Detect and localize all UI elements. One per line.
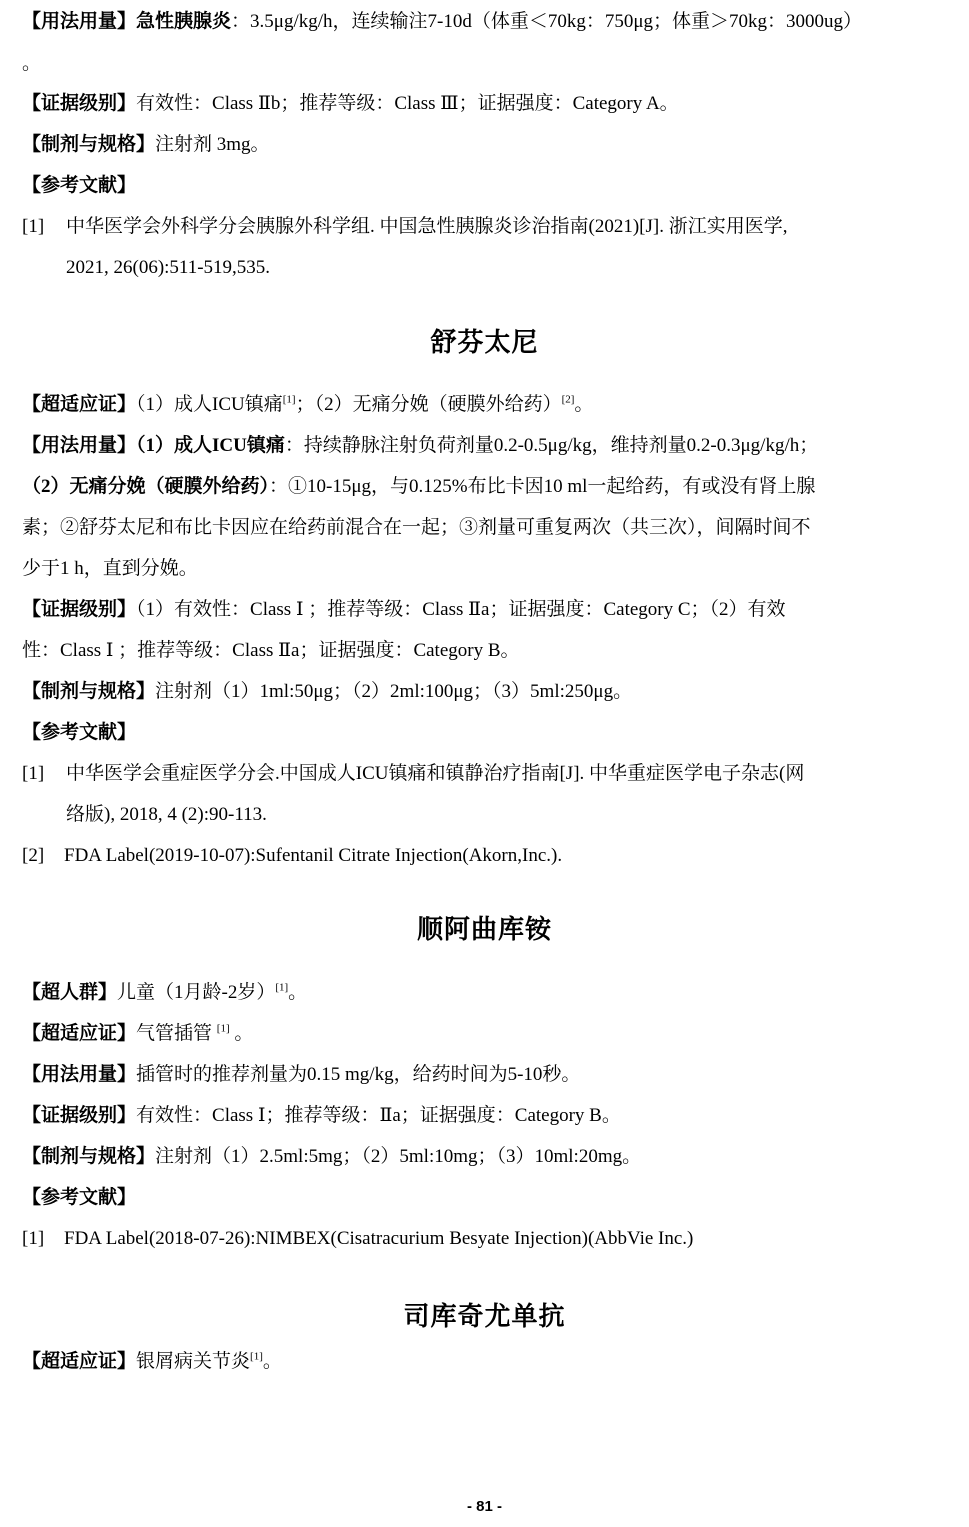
usage-line-2: （2）无痛分娩（硬膜外给药）：①10-15μg，与0.125%布比卡因10 ml一起给药，有或没有肾上腺 bbox=[22, 476, 816, 497]
page-number: - 81 - bbox=[466, 1498, 502, 1515]
evidence-line: 【证据级别】有效性：Class Ⅰ；推荐等级：Ⅱa；证据强度：Category B。 bbox=[22, 1105, 621, 1126]
references-heading: 【参考文献】 bbox=[22, 722, 137, 743]
usage-line: 【用法用量】急性胰腺炎：3.5μg/kg/h，连续输注7-10d（体重＜70kg：750μg；体重＞70kg：3000ug） bbox=[22, 11, 863, 32]
usage-line-continued: 。 bbox=[22, 53, 42, 74]
spec-line: 【制剂与规格】注射剂 3mg。 bbox=[22, 134, 270, 155]
reference-text-continued: 络版), 2018, 4 (2):90-113. bbox=[66, 804, 267, 825]
usage-line-4: 少于1 h，直到分娩。 bbox=[22, 558, 198, 579]
reference-text: FDA Label(2019-10-07):Sufentanil Citrate Injection(Akorn,Inc.). bbox=[64, 845, 563, 866]
evidence-line-2: 性：Class Ⅰ ；推荐等级：Class Ⅱa；证据强度：Category B。 bbox=[22, 640, 520, 661]
reference-item: [1] bbox=[22, 216, 45, 237]
spec-line: 【制剂与规格】注射剂（1）1ml:50μg；（2）2ml:100μg；（3）5ml:250μg。 bbox=[22, 681, 633, 702]
usage-line-3: 素；②舒芬太尼和布比卡因应在给药前混合在一起；③剂量可重复两次（共三次），间隔时间不 bbox=[22, 517, 811, 538]
evidence-line: 【证据级别】（1）有效性：Class Ⅰ ；推荐等级：Class Ⅱa；证据强度：Category C；（2）有效 bbox=[22, 599, 786, 620]
reference-text: 中华医学会外科学分会胰腺外科学组. 中国急性胰腺炎诊治指南(2021)[J]. 浙江实用医学, bbox=[66, 216, 788, 237]
reference-text: 中华医学会重症医学分会.中国成人ICU镇痛和镇静治疗指南[J]. 中华重症医学电子杂志(网 bbox=[66, 763, 805, 784]
section-title: 舒芬太尼 bbox=[430, 328, 539, 358]
indication-line: 【超适应证】银屑病关节炎[1]。 bbox=[22, 1350, 282, 1372]
population-line: 【超人群】儿童（1月龄-2岁）[1]。 bbox=[22, 981, 308, 1003]
usage-line: 【用法用量】（1）成人ICU镇痛：持续静脉注射负荷剂量0.2-0.5μg/kg，维持剂量0.2-0.3μg/kg/h； bbox=[22, 435, 819, 456]
evidence-line: 【证据级别】有效性：Class Ⅱb；推荐等级：Class Ⅲ；证据强度：Category A。 bbox=[22, 93, 679, 114]
reference-text: FDA Label(2018-07-26):NIMBEX(Cisatracurium Besyate Injection)(AbbVie Inc.) bbox=[64, 1228, 694, 1249]
reference-number: [1] bbox=[22, 763, 45, 784]
reference-number: [1] bbox=[22, 1228, 45, 1249]
indication-line: 【超适应证】（1）成人ICU镇痛[1]；（2）无痛分娩（硬膜外给药）[2]。 bbox=[22, 393, 594, 415]
usage-line: 【用法用量】插管时的推荐剂量为0.15 mg/kg，给药时间为5-10秒。 bbox=[22, 1064, 581, 1085]
references-heading: 【参考文献】 bbox=[22, 1187, 137, 1208]
references-heading: 【参考文献】 bbox=[22, 175, 137, 196]
reference-text-continued: 2021, 26(06):511-519,535. bbox=[66, 257, 271, 278]
section-title: 司库奇尤单抗 bbox=[403, 1302, 566, 1332]
reference-number: [2] bbox=[22, 845, 45, 866]
section-title: 顺阿曲库铵 bbox=[416, 915, 552, 945]
indication-line: 【超适应证】气管插管 [1] 。 bbox=[22, 1022, 254, 1044]
spec-line: 【制剂与规格】注射剂（1）2.5ml:5mg；（2）5ml:10mg；（3）10ml:20mg。 bbox=[22, 1146, 642, 1167]
